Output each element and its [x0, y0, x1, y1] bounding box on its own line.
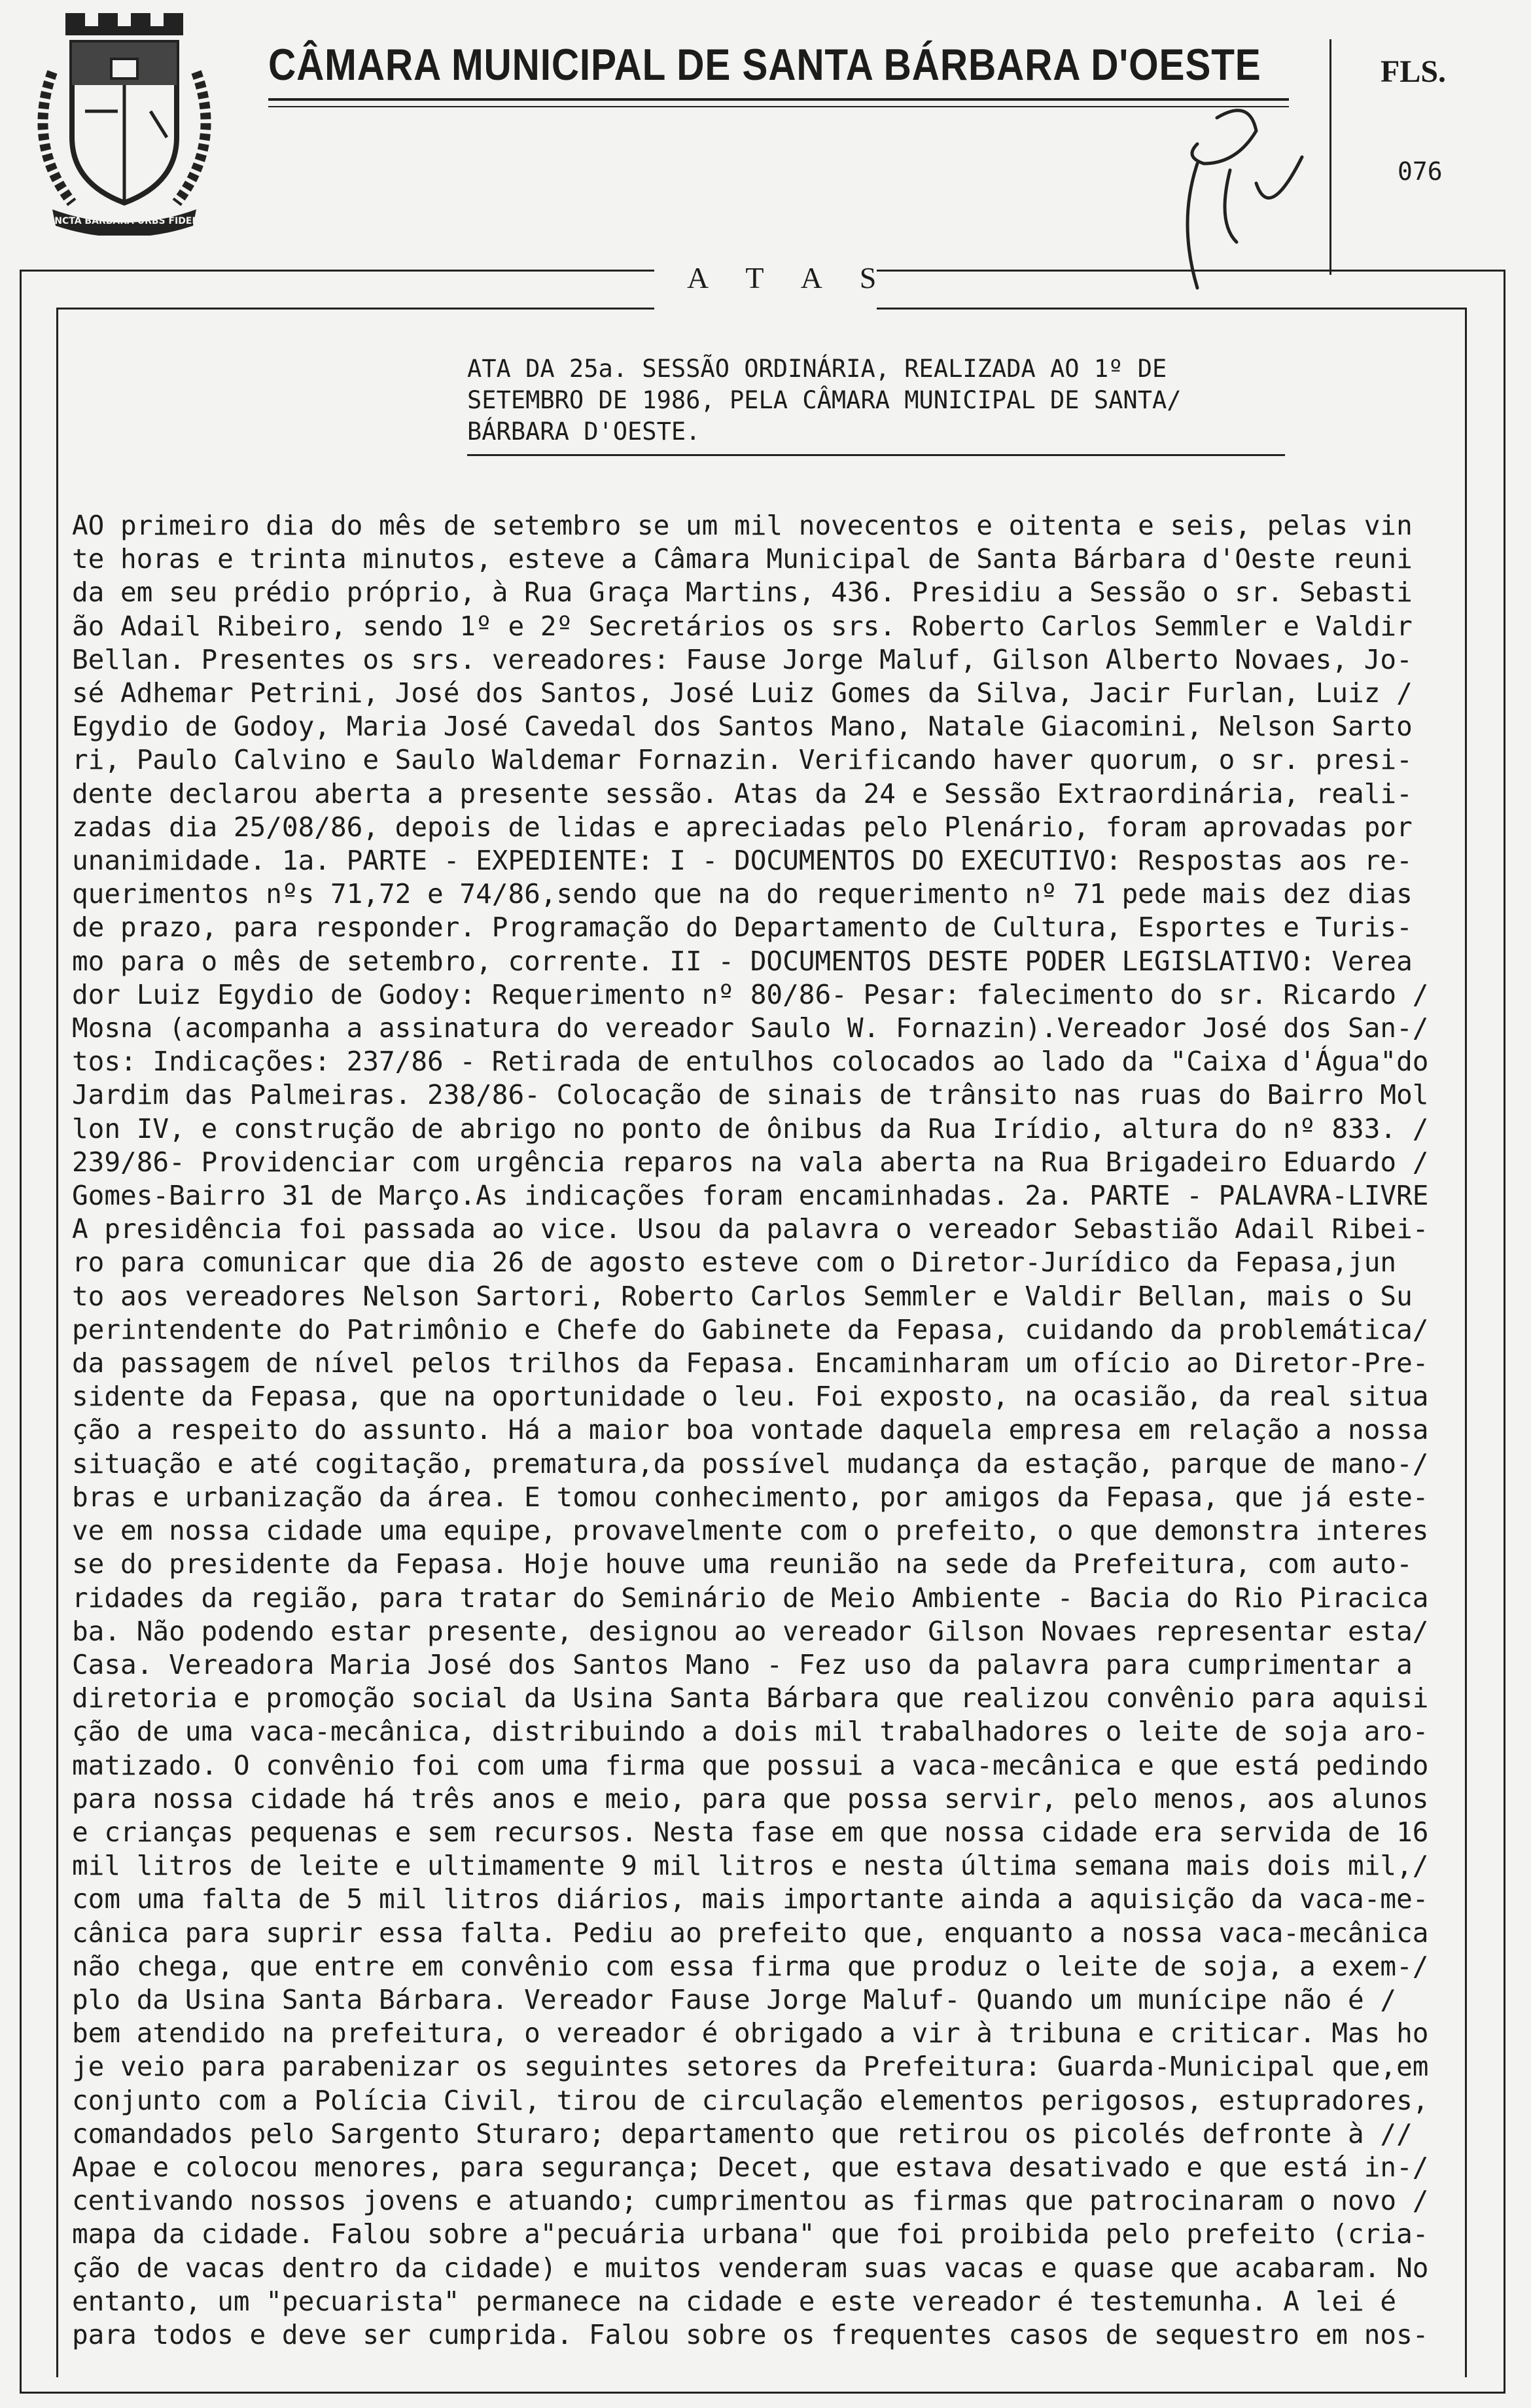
minutes-line: para todos e deve ser cumprida. Falou sobre os frequentes casos de sequestro em nos- [72, 2318, 1429, 2350]
minutes-line: je veio para parabenizar os seguintes setores da Prefeitura: Guarda-Municipal que,em [72, 2051, 1429, 2083]
minutes-line: conjunto com a Polícia Civil, tirou de circulação elementos perigosos, estupradores, [72, 2084, 1429, 2116]
minutes-line: Jardim das Palmeiras. 238/86- Colocação de sinais de trânsito nas ruas do Bairro Mol [72, 1079, 1429, 1111]
minutes-line: dente declarou aberta a presente sessão. Atas da 24 e Sessão Extraordinária, reali- [72, 777, 1413, 809]
crest-motto: SANCTA BARBARA URBS FIDELIS [41, 216, 208, 226]
municipal-crest-logo [26, 13, 222, 236]
minutes-line: se do presidente da Fepasa. Hoje houve uma reunião na sede da Prefeitura, com auto- [72, 1548, 1413, 1580]
minutes-line: entanto, um "pecuarista" permanece na cidade e este vereador é testemunha. A lei é [72, 2285, 1397, 2317]
minutes-line: dor Luiz Egydio de Godoy: Requerimento nº 80/86- Pesar: falecimento do sr. Ricardo / [72, 978, 1429, 1010]
minutes-line: ve em nossa cidade uma equipe, provavelmente com o prefeito, o que demonstra interes [72, 1515, 1429, 1547]
minutes-line: querimentos nºs 71,72 e 74/86,sendo que na do requerimento nº 71 pede mais dez dias [72, 878, 1413, 910]
minutes-line: te horas e trinta minutos, esteve a Câmara Municipal de Santa Bárbara d'Oeste reuni [72, 543, 1413, 575]
minutes-line: de prazo, para responder. Programação do Departamento de Cultura, Esportes e Turis- [72, 912, 1413, 944]
minutes-line: plo da Usina Santa Bárbara. Vereador Fause Jorge Maluf- Quando um munícipe não é / [72, 1983, 1397, 2015]
minutes-line: para nossa cidade há três anos e meio, para que possa servir, pelo menos, aos alunos [72, 1782, 1429, 1815]
minutes-line: ção de vacas dentro da cidade) e muitos venderam suas vacas e quase que acabaram. No [72, 2252, 1429, 2284]
minutes-line: com uma falta de 5 mil litros diários, mais importante ainda a aquisição da vaca-me- [72, 1883, 1429, 1915]
minutes-line: bras e urbanização da área. E tomou conhecimento, por amigos da Fepasa, que já este- [72, 1481, 1429, 1513]
minutes-line: Egydio de Godoy, Maria José Cavedal dos Santos Mano, Natale Giacomini, Nelson Sarto [72, 711, 1413, 743]
minutes-line: ção a respeito do assunto. Há a maior boa vontade daquela empresa em relação a nossa [72, 1414, 1429, 1446]
session-heading-rule [467, 454, 1285, 456]
minutes-line: diretoria e promoção social da Usina Santa Bárbara que realizou convênio para aquisi [72, 1682, 1429, 1714]
minutes-line: zadas dia 25/08/86, depois de lidas e apreciadas pelo Plenário, foram aprovadas por [72, 811, 1413, 843]
session-heading-line: ATA DA 25a. SESSÃO ORDINÁRIA, REALIZADA AO 1º DE [467, 355, 1167, 383]
minutes-line: Apae e colocou menores, para segurança; Decet, que estava desativado e que está in-/ [72, 2151, 1429, 2183]
minutes-line: comandados pelo Sargento Sturaro; departamento que retirou os picolés defronte à // [72, 2117, 1413, 2150]
minutes-line: bem atendido na prefeitura, o vereador é obrigado a vir à tribuna e criticar. Mas ho [72, 2017, 1429, 2049]
header-rule-thin [268, 106, 1289, 107]
minutes-line: ão Adail Ribeiro, sendo 1º e 2º Secretários os srs. Roberto Carlos Semmler e Valdir [72, 610, 1413, 642]
minutes-line: Bellan. Presentes os srs. vereadores: Fause Jorge Maluf, Gilson Alberto Novaes, Jo- [72, 643, 1413, 675]
minutes-line: AO primeiro dia do mês de setembro se um mil novecentos e oitenta e seis, pelas vin [72, 510, 1413, 541]
minutes-line: ri, Paulo Calvino e Saulo Waldemar Fornazin. Verificando haver quorum, o sr. presi- [72, 744, 1413, 776]
minutes-line: A presidência foi passada ao vice. Usou da palavra o vereador Sebastião Adail Ribei- [72, 1213, 1429, 1245]
minutes-line: ridades da região, para tratar do Seminário de Meio Ambiente - Bacia do Rio Piracica [72, 1582, 1429, 1614]
handwritten-signature [1158, 92, 1309, 294]
section-title: A T A S [687, 261, 892, 294]
session-heading-line: BÁRBARA D'OESTE. [467, 417, 701, 446]
minutes-line: 239/86- Providenciar com urgência reparos na vala aberta na Rua Brigadeiro Eduardo / [72, 1146, 1429, 1178]
minutes-line: e crianças pequenas e sem recursos. Nesta fase em que nossa cidade era servida de 16 [72, 1816, 1429, 1848]
minutes-line: unanimidade. 1a. PARTE - EXPEDIENTE: I - DOCUMENTOS DO EXECUTIVO: Respostas aos re- [72, 845, 1413, 877]
minutes-line: perintendente do Patrimônio e Chefe do Gabinete da Fepasa, cuidando da problemática/ [72, 1313, 1429, 1345]
minutes-line: lon IV, e construção de abrigo no ponto de ônibus da Rua Irídio, altura do nº 833. / [72, 1112, 1429, 1144]
minutes-line: Gomes-Bairro 31 de Março.As indicações foram encaminhadas. 2a. PARTE - PALAVRA-LIVRE [72, 1180, 1429, 1212]
minutes-line: sidente da Fepasa, que na oportunidade o leu. Foi exposto, na ocasião, da real situa [72, 1381, 1429, 1413]
header-rule-thick [268, 98, 1289, 101]
minutes-line: sé Adhemar Petrini, José dos Santos, José Luiz Gomes da Silva, Jacir Furlan, Luiz / [72, 677, 1413, 709]
minutes-line: não chega, que entre em convênio com essa firma que produz o leite de soja, a exem-/ [72, 1950, 1429, 1982]
minutes-line: mo para o mês de setembro, corrente. II - DOCUMENTOS DESTE PODER LEGISLATIVO: Verea [72, 945, 1413, 977]
minutes-line: Mosna (acompanha a assinatura do vereador Saulo W. Fornazin).Vereador José dos San-/ [72, 1012, 1429, 1044]
chamber-name-heading: CÂMARA MUNICIPAL DE SANTA BÁRBARA D'OESTE [268, 40, 1261, 90]
session-heading-line: SETEMBRO DE 1986, PELA CÂMARA MUNICIPAL DE SANTA/ [467, 386, 1182, 414]
folio-label: FLS. [1381, 54, 1447, 89]
minutes-line: tos: Indicações: 237/86 - Retirada de entulhos colocados ao lado da "Caixa d'Água"do [72, 1046, 1429, 1078]
minutes-line: cânica para suprir essa falta. Pediu ao prefeito que, enquanto a nossa vaca-mecânica [72, 1917, 1429, 1949]
minutes-body [72, 509, 1466, 2352]
minutes-line: matizado. O convênio foi com uma firma que possui a vaca-mecânica e que está pedindo [72, 1749, 1429, 1781]
minutes-line: Casa. Vereadora Maria José dos Santos Mano - Fez uso da palavra para cumprimentar a [72, 1648, 1413, 1680]
minutes-line: situação e até cogitação, prematura,da possível mudança da estação, parque de mano-/ [72, 1447, 1429, 1479]
minutes-line: to aos vereadores Nelson Sartori, Roberto Carlos Semmler e Valdir Bellan, mais o Su [72, 1280, 1413, 1312]
folio-number: 076 [1398, 157, 1443, 186]
minutes-line: da em seu prédio próprio, à Rua Graça Martins, 436. Presidiu a Sessão o sr. Sebasti [72, 576, 1413, 609]
minutes-line: ba. Não podendo estar presente, designou ao vereador Gilson Novaes representar esta/ [72, 1615, 1429, 1647]
minutes-line: mil litros de leite e ultimamente 9 mil litros e nesta última semana mais dois mil,/ [72, 1850, 1429, 1882]
minutes-line: ro para comunicar que dia 26 de agosto esteve com o Diretor-Jurídico da Fepasa,jun [72, 1247, 1397, 1279]
minutes-line: da passagem de nível pelos trilhos da Fepasa. Encaminharam um ofício ao Diretor-Pre- [72, 1347, 1429, 1379]
header-divider [1329, 39, 1331, 275]
minutes-line: ção de uma vaca-mecânica, distribuindo a dois mil trabalhadores o leite de soja aro- [72, 1716, 1429, 1748]
minutes-line: centivando nossos jovens e atuando; cumprimentou as firmas que patrocinaram o novo / [72, 2185, 1429, 2217]
minutes-line: mapa da cidade. Falou sobre a"pecuária urbana" que foi proibida pelo prefeito (cria- [72, 2218, 1429, 2250]
session-heading [467, 353, 1298, 448]
